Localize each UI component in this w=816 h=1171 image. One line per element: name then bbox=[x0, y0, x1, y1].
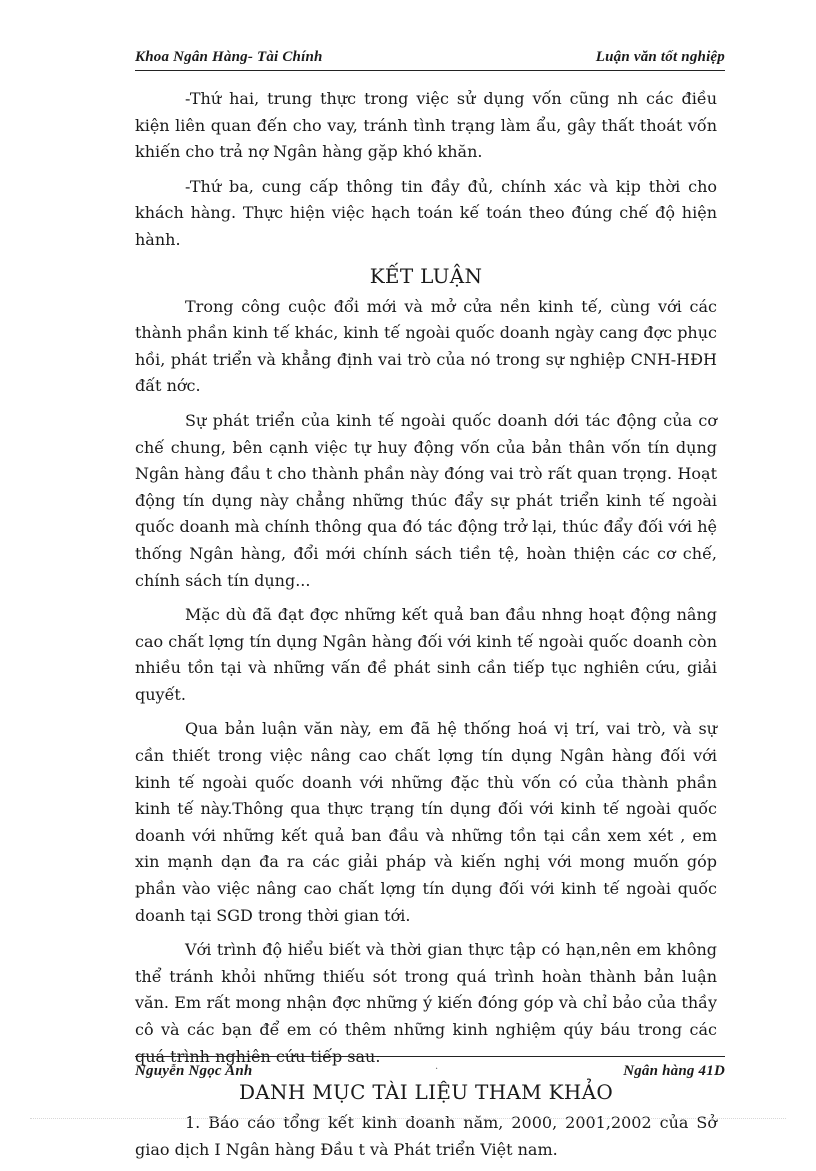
page-edge-divider bbox=[30, 1118, 786, 1119]
paragraph-third-point: -Thứ ba, cung cấp thông tin đầy đủ, chính xác và kịp thời cho khách hàng. Thực hiện việc hạch toán kế toán theo đúng chế độ hiện hành. bbox=[135, 176, 717, 249]
conclusion-paragraph-3: Mặc dù đã đạt đợc những kết quả ban đầu nhng hoạt động nâng cao chất lợng tín dụng Ngân hàng đối với kinh tế ngoài quốc doanh còn nhiều tồn tại và những vấn đề phát sinh cần tiếp tục nghiên cứu, giải quyết. bbox=[135, 605, 717, 704]
reference-item-1: 1. Báo cáo tổng kết kinh doanh năm, 2000, 2001,2002 của Sở giao dịch I Ngân hàng Đầu t và Phát triển Việt nam. bbox=[135, 1113, 717, 1159]
conclusion-paragraph-4: Qua bản luận văn này, em đã hệ thống hoá vị trí, vai trò, và sự cần thiết trong việc nâng cao chất lợng tín dụng Ngân hàng đối với kinh tế ngoài quốc doanh với những đặc thù vốn có của thành phần kinh tế này.Thông qua thực trạng tín dụng đối với kinh tế ngoài quốc doanh với những kết quả ban đầu và những tồn tại cần xem xét , em xin mạnh dạn đa ra các giải pháp và kiến nghị với mong muốn góp phần vào việc nâng cao chất lợng tín dụng đối với kinh tế ngoài quốc doanh tại SGD trong thời gian tới. bbox=[135, 719, 717, 925]
conclusion-heading: KẾT LUẬN bbox=[369, 263, 483, 288]
paragraph-second-point: -Thứ hai, trung thực trong việc sử dụng vốn cũng nh các điều kiện liên quan đến cho vay, tránh tình trạng làm ẩu, gây thất thoát vốn khiến cho trả nợ Ngân hàng gặp khó khăn. bbox=[135, 89, 717, 162]
footer-mark: . bbox=[435, 1061, 439, 1072]
header-faculty: Khoa Ngân Hàng- Tài Chính bbox=[135, 49, 323, 65]
footer-class: Ngân hàng 41D bbox=[623, 1063, 725, 1079]
conclusion-paragraph-1: Trong công cuộc đổi mới và mở cửa nền kinh tế, cùng với các thành phần kinh tế khác, kinh tế ngoài quốc doanh ngày cang đợc phục hồi, phát triển và khẳng định vai trò của nó trong sự nghiệp CNH-HĐH đất nớc. bbox=[135, 296, 717, 396]
references-heading: DANH MỤC TÀI LIỆU THAM KHẢO bbox=[238, 1080, 614, 1105]
page-footer bbox=[135, 1056, 725, 1077]
conclusion-paragraph-5: Với trình độ hiểu biết và thời gian thực tập có hạn,nên em không thể tránh khỏi những thiếu sót trong quá trình hoàn thành bản luận văn. Em rất mong nhận đợc những ý kiến đóng góp và chỉ bảo của thầy cô và các bạn để em có thêm những kinh nghiệm qúy báu trong các quá trình nghiên cứu tiếp sau. bbox=[135, 940, 717, 1066]
header-thesis-label: Luận văn tốt nghiệp bbox=[595, 49, 725, 65]
page-body bbox=[135, 86, 717, 1171]
page-header bbox=[135, 44, 725, 71]
footer-author: Nguyễn Ngọc Anh bbox=[135, 1063, 253, 1079]
conclusion-paragraph-2: Sự phát triển của kinh tế ngoài quốc doanh dới tác động của cơ chế chung, bên cạnh việc tự huy động vốn của bản thân vốn tín dụng Ngân hàng đầu t cho thành phần này đóng vai trò rất quan trọng. Hoạt động tín dụng này chẳng những thúc đẩy sự phát triển kinh tế ngoài quốc doanh mà chính thông qua đó tác động trở lại, thúc đẩy đối với hệ thống Ngân hàng, đổi mới chính sách tiền tệ, hoàn thiện các cơ chế, chính sách tín dụng... bbox=[135, 410, 717, 590]
